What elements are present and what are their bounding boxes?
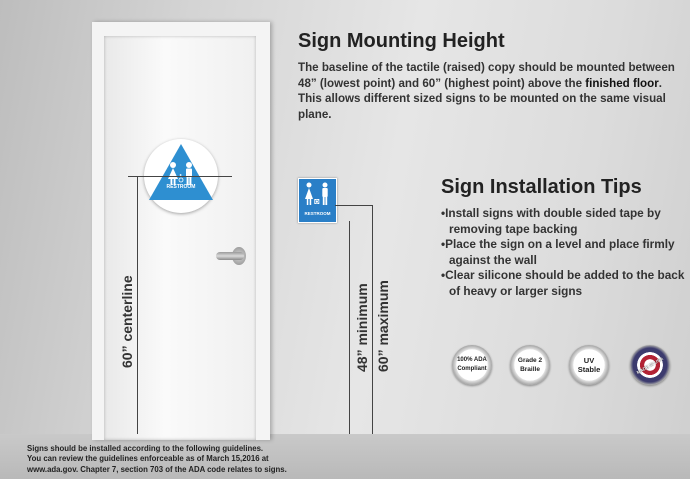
maximum-height-measure [372, 205, 373, 434]
made-in-usa-text: MADE IN USA [635, 355, 665, 375]
braille-badge-line2: Braille [520, 366, 540, 373]
door-centerline-guide [128, 176, 232, 177]
rect-sign-label: RESTROOM [304, 211, 331, 216]
footer-line: You can review the guidelines enforceable as of March 15,2016 at [27, 454, 269, 464]
tip-item: •Install signs with double sided tape by removing tape backing [441, 206, 661, 236]
installation-tips-list [441, 206, 689, 299]
mounting-height-title: Sign Mounting Height [298, 30, 505, 52]
footer-line: Signs should be installed according to the following guidelines. [27, 444, 264, 453]
mounting-text-part2: . This allows different sized signs to be mounted on the same visual plane. [298, 76, 666, 121]
ada-badge-line2: Compliant [457, 366, 487, 372]
mounting-height-text [298, 60, 688, 122]
ada-badge-line1: 100% ADA [457, 357, 487, 363]
footer-note [27, 444, 347, 475]
braille-badge-line1: Grade 2 [517, 357, 543, 364]
round-sign-label: RESTROOM [166, 184, 196, 190]
installation-tips-title: Sign Installation Tips [441, 176, 642, 198]
maximum-label: 60” maximum [375, 280, 391, 372]
maximum-height-guide [335, 205, 373, 206]
minimum-label: 48” minimum [354, 283, 370, 372]
mounting-text-part1: The baseline of the tactile (raised) copy should be mounted between 48” (lowest point) and 60” (highest point) above the [298, 61, 675, 90]
ada-compliant-badge [452, 345, 492, 385]
centerline-label: 60” centerline [119, 275, 135, 368]
door [104, 36, 256, 440]
tip-item: •Place the sign on a level and place firmly against the wall [441, 237, 675, 267]
door-centerline-measure [137, 176, 138, 434]
made-in-usa-badge [630, 345, 670, 385]
footer-line: www.ada.gov. Chapter 7, section 703 of the ADA code relates to signs. [27, 464, 287, 474]
uv-badge-line1: UV [583, 356, 595, 365]
finished-floor-text: finished floor [585, 76, 659, 90]
grade2-braille-badge [510, 345, 550, 385]
door-handle [216, 252, 244, 260]
rectangular-restroom-sign [298, 178, 337, 223]
tip-item: •Clear silicone should be added to the back of heavy or larger signs [441, 268, 685, 298]
minimum-height-measure [349, 221, 350, 434]
uv-stable-badge [569, 345, 609, 385]
uv-badge-line2: Stable [577, 365, 601, 374]
